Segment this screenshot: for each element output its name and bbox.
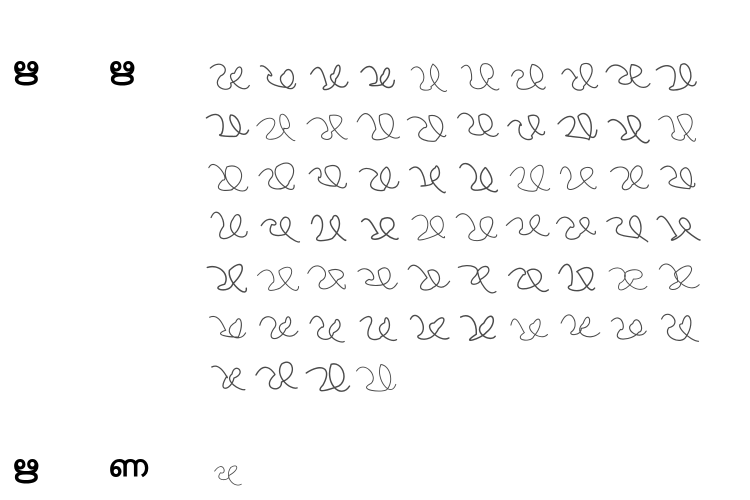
handwritten-sample-svg: [600, 150, 648, 198]
handwritten-sample: [550, 250, 598, 298]
handwriting-stroke: [512, 64, 546, 89]
handwritten-sample: [200, 150, 248, 198]
handwriting-stroke: [508, 115, 545, 139]
handwriting-stroke: [460, 164, 498, 192]
handwritten-sample: [400, 300, 448, 348]
handwritten-sample-svg: [400, 50, 448, 98]
handwritten-sample-svg: [400, 250, 448, 298]
handwritten-sample: [450, 300, 498, 348]
handwriting-stroke: [408, 265, 449, 290]
handwritten-sample: [250, 300, 298, 348]
handwritten-sample-svg: [300, 250, 348, 298]
handwriting-stroke: [357, 365, 396, 392]
handwritten-sample-svg: [400, 150, 448, 198]
handwritten-sample-svg: [250, 300, 298, 348]
handwritten-sample-svg: [550, 300, 598, 348]
handwritten-sample: [500, 150, 548, 198]
handwriting-stroke: [657, 216, 700, 240]
handwritten-sample-svg: [650, 100, 698, 148]
handwritten-sample-svg: [650, 250, 698, 298]
handwriting-stroke: [207, 114, 249, 136]
handwritten-sample-svg: [450, 300, 498, 348]
handwritten-sample: [600, 300, 648, 348]
handwriting-stroke: [260, 317, 298, 339]
handwritten-sample: [600, 250, 648, 298]
handwriting-stroke: [212, 366, 245, 390]
handwritten-sample-svg: [500, 150, 548, 198]
handwritten-sample: [650, 100, 698, 148]
handwritten-sample: [550, 200, 598, 248]
handwritten-sample-svg: [500, 250, 548, 298]
handwriting-stroke: [506, 215, 549, 236]
handwritten-sample: [300, 300, 348, 348]
handwriting-stroke: [509, 268, 549, 291]
handwritten-sample: [200, 250, 248, 298]
handwritten-sample-svg: [250, 100, 298, 148]
handwritten-sample-svg: [200, 50, 248, 98]
handwriting-stroke: [310, 316, 344, 342]
handwriting-stroke: [207, 265, 246, 292]
handwritten-sample: [450, 150, 498, 198]
handwriting-stroke: [358, 268, 397, 289]
handwritten-sample-svg: [550, 250, 598, 298]
handwritten-sample-svg: [600, 250, 648, 298]
handwritten-sample-svg: [500, 300, 548, 348]
handwritten-sample: [650, 200, 698, 248]
handwriting-stroke: [559, 264, 595, 290]
handwritten-sample: [200, 200, 248, 248]
handwritten-sample: [550, 50, 598, 98]
handwriting-stroke: [560, 167, 596, 190]
handwritten-samples-grid: [200, 50, 720, 402]
handwritten-sample: [550, 150, 598, 198]
handwritten-sample: [300, 250, 348, 298]
handwriting-stroke: [411, 315, 449, 339]
handwritten-sample: [450, 100, 498, 148]
handwritten-sample: [200, 350, 248, 398]
handwriting-stroke: [557, 217, 596, 239]
handwritten-sample-svg: [550, 200, 598, 248]
handwritten-sample-svg: [200, 200, 248, 248]
handwriting-stroke: [562, 63, 598, 90]
handwritten-sample-svg: [400, 100, 448, 148]
handwritten-sample: [500, 100, 548, 148]
handwriting-stroke: [306, 364, 349, 391]
handwriting-stroke: [361, 66, 394, 87]
handwritten-sample: [500, 300, 548, 348]
handwriting-stroke: [261, 217, 299, 242]
handwriting-stroke: [456, 214, 497, 241]
handwritten-sample: [350, 300, 398, 348]
handwriting-stroke: [611, 318, 646, 339]
target-glyph-row-2: ഋ: [12, 449, 38, 484]
handwritten-sample-svg: [650, 300, 698, 348]
handwritten-sample: [500, 250, 548, 298]
handwritten-sample: [550, 300, 598, 348]
handwritten-sample-svg: [450, 200, 498, 248]
handwritten-sample: [650, 150, 698, 198]
handwritten-sample: [200, 300, 248, 348]
handwritten-sample: [250, 50, 298, 98]
handwritten-sample-svg: [600, 100, 648, 148]
handwriting-stroke: [558, 114, 597, 140]
handwritten-sample: [400, 250, 448, 298]
handwritten-sample: [450, 50, 498, 98]
handwritten-sample-svg: [600, 50, 648, 98]
handwritten-sample: [600, 200, 648, 248]
handwritten-sample: [200, 448, 248, 496]
handwritten-sample-svg: [250, 250, 298, 298]
handwritten-sample: [600, 50, 648, 98]
handwriting-stroke: [259, 163, 294, 189]
handwritten-sample-svg: [550, 150, 598, 198]
handwritten-sample: [200, 100, 248, 148]
target-glyph-row-1: ഋ: [12, 51, 38, 86]
handwritten-sample-svg: [650, 50, 698, 98]
handwritten-sample: [450, 200, 498, 248]
handwriting-stroke: [210, 316, 246, 337]
handwritten-sample: [400, 150, 448, 198]
handwritten-sample-svg: [350, 300, 398, 348]
handwritten-sample-svg: [350, 250, 398, 298]
handwritten-sample: [250, 200, 298, 248]
handwritten-sample: [400, 200, 448, 248]
handwriting-stroke: [609, 268, 647, 290]
handwriting-stroke: [215, 466, 242, 485]
handwritten-sample: [300, 200, 348, 248]
handwritten-sample-svg: [250, 200, 298, 248]
handwriting-stroke: [659, 264, 699, 289]
handwriting-stroke: [407, 115, 445, 141]
handwritten-sample: [350, 250, 398, 298]
handwritten-sample-svg: [300, 200, 348, 248]
handwritten-sample: [250, 350, 298, 398]
handwriting-stroke: [257, 114, 295, 141]
handwritten-sample-svg: [200, 448, 248, 496]
handwriting-stroke: [308, 266, 346, 289]
handwriting-stroke: [360, 317, 396, 341]
handwritten-sample: [350, 150, 398, 198]
handwritten-sample-svg: [600, 200, 648, 248]
handwritten-sample-svg: [450, 50, 498, 98]
handwritten-sample: [350, 350, 398, 398]
handwritten-sample: [300, 100, 348, 148]
handwritten-sample: [350, 200, 398, 248]
handwriting-stroke: [311, 65, 348, 89]
handwriting-stroke: [357, 114, 399, 140]
handwritten-sample: [600, 100, 648, 148]
handwriting-stroke: [362, 218, 398, 240]
handwritten-sample-svg: [550, 100, 598, 148]
handwritten-sample-svg: [200, 100, 248, 148]
handwritten-sample: [400, 50, 448, 98]
handwriting-stroke: [210, 64, 249, 89]
handwritten-sample-svg: [250, 150, 298, 198]
handwriting-stroke: [608, 116, 649, 143]
handwritten-sample: [200, 50, 248, 98]
handwriting-stroke: [312, 215, 346, 240]
handwriting-stroke: [461, 64, 499, 90]
handwriting-stroke: [209, 164, 248, 191]
handwritten-sample: [250, 150, 298, 198]
handwritten-sample: [300, 50, 348, 98]
handwriting-stroke: [211, 212, 247, 238]
handwritten-sample: [500, 50, 548, 98]
handwritten-sample-svg: [500, 200, 548, 248]
handwritten-sample: [250, 100, 298, 148]
handwritten-sample-svg: [500, 100, 548, 148]
handwritten-sample: [650, 250, 698, 298]
handwriting-stroke: [411, 64, 446, 91]
handwriting-stroke: [309, 166, 346, 188]
handwritten-sample-svg: [350, 350, 398, 398]
handwriting-stroke: [307, 115, 347, 139]
handwritten-sample-svg: [300, 350, 348, 398]
handwritten-sample-svg: [250, 350, 298, 398]
handwriting-stroke: [607, 216, 648, 242]
handwritten-sample: [350, 50, 398, 98]
predicted-glyph-row-2: ണ: [108, 449, 148, 484]
handwriting-stroke: [611, 166, 649, 190]
handwritten-sample-svg: [200, 300, 248, 348]
handwriting-stroke: [360, 167, 399, 190]
handwritten-sample-svg: [650, 150, 698, 198]
handwritten-sample: [500, 200, 548, 248]
handwriting-stroke: [606, 65, 650, 88]
handwritten-sample-svg: [400, 200, 448, 248]
handwritten-sample-svg: [300, 100, 348, 148]
handwritten-sample-svg: [300, 50, 348, 98]
handwriting-stroke: [656, 64, 696, 90]
handwritten-sample-svg: [500, 50, 548, 98]
handwritten-sample-svg: [350, 200, 398, 248]
handwritten-sample-svg: [650, 200, 698, 248]
handwriting-stroke: [659, 114, 696, 141]
handwritten-sample: [450, 250, 498, 298]
handwritten-sample: [400, 100, 448, 148]
handwritten-sample-svg: [600, 300, 648, 348]
handwriting-stroke: [461, 316, 496, 340]
handwritten-sample: [300, 350, 348, 398]
handwritten-sample: [300, 150, 348, 198]
handwritten-sample-svg: [450, 150, 498, 198]
handwritten-sample: [250, 250, 298, 298]
handwritten-sample-svg: [350, 150, 398, 198]
handwritten-sample-svg: [350, 100, 398, 148]
handwritten-sample-misclassified: [200, 454, 252, 494]
handwritten-sample-svg: [200, 350, 248, 398]
handwritten-sample: [550, 100, 598, 148]
handwriting-stroke: [412, 215, 445, 240]
handwritten-sample-svg: [350, 50, 398, 98]
handwriting-stroke: [661, 166, 695, 189]
handwritten-sample: [650, 50, 698, 98]
handwriting-stroke: [511, 319, 548, 340]
handwritten-sample-svg: [450, 250, 498, 298]
handwritten-sample: [350, 100, 398, 148]
handwritten-sample-svg: [300, 300, 348, 348]
handwritten-sample-svg: [400, 300, 448, 348]
handwriting-stroke: [458, 266, 496, 293]
handwritten-sample-svg: [200, 250, 248, 298]
handwriting-stroke: [662, 314, 699, 341]
handwriting-stroke: [510, 165, 550, 191]
handwritten-sample-svg: [250, 50, 298, 98]
handwriting-stroke: [410, 166, 445, 193]
handwritten-sample: [650, 300, 698, 348]
handwritten-sample: [600, 150, 648, 198]
predicted-glyph-row-1: ഋ: [108, 51, 134, 86]
handwriting-stroke: [258, 267, 299, 290]
handwriting-stroke: [561, 315, 600, 337]
handwritten-sample-svg: [200, 150, 248, 198]
handwriting-stroke: [458, 113, 499, 136]
handwritten-sample-svg: [550, 50, 598, 98]
handwriting-stroke: [261, 66, 296, 89]
handwritten-sample-svg: [300, 150, 348, 198]
handwriting-stroke: [256, 362, 297, 389]
handwritten-sample-svg: [450, 100, 498, 148]
